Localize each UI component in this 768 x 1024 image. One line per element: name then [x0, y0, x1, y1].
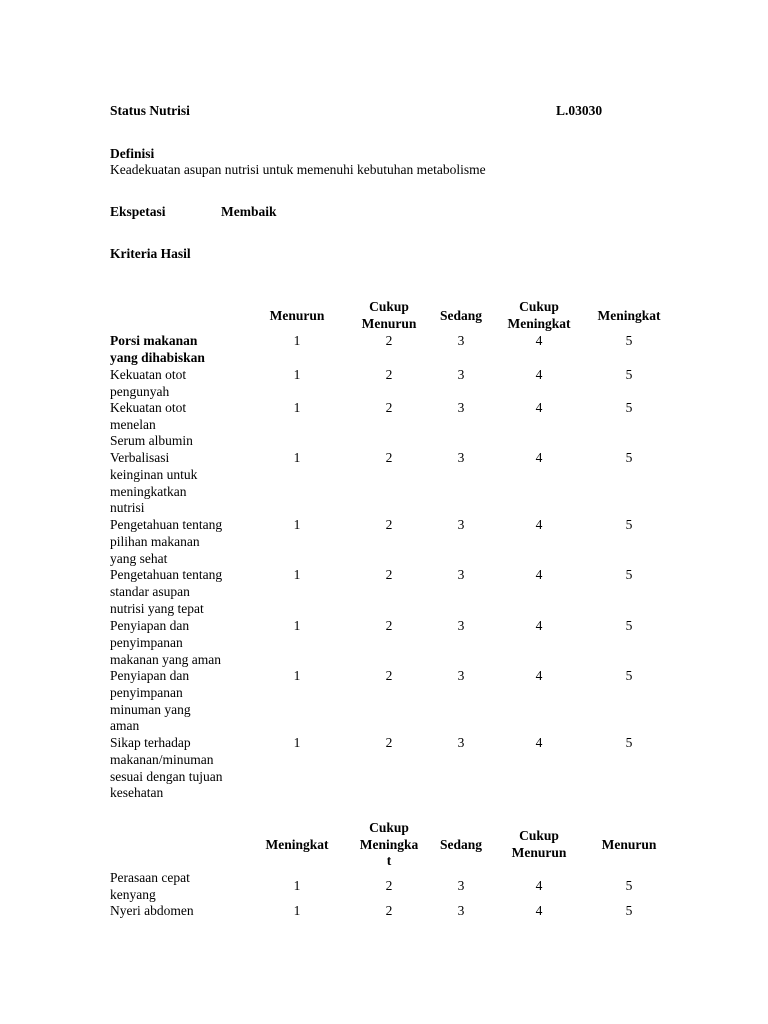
rating-value: 5: [625, 878, 633, 893]
expectation-label: Ekspetasi: [110, 204, 166, 219]
rating-value: 4: [535, 333, 543, 348]
rating-value: 4: [535, 367, 543, 382]
rating-value: 5: [625, 668, 633, 683]
rating-value: 1: [293, 517, 301, 532]
page-title: Status Nutrisi: [110, 103, 190, 118]
rating-value: 1: [293, 400, 301, 415]
rating-value: 2: [385, 878, 393, 893]
column-header: Cukup Menurun: [511, 828, 567, 860]
rating-value: 4: [535, 517, 543, 532]
row-label: Porsi makanan yang dihabiskan: [110, 333, 205, 365]
rating-value: 3: [457, 735, 465, 750]
rating-value: 1: [293, 567, 301, 582]
rating-value: 4: [535, 735, 543, 750]
row-label: Penyiapan dan penyimpanan minuman yang aman: [110, 668, 191, 734]
column-header: Meningkat: [265, 836, 329, 852]
rating-value: 5: [625, 367, 633, 382]
rating-value: 3: [457, 668, 465, 683]
column-header: Cukup Meningkat: [507, 299, 571, 331]
rating-value: 3: [457, 567, 465, 582]
rating-value: 4: [535, 618, 543, 633]
rating-value: 5: [625, 903, 633, 918]
rating-value: 5: [625, 735, 633, 750]
rating-value: 3: [457, 903, 465, 918]
row-label: Perasaan cepat kenyang: [110, 870, 190, 902]
rating-value: 5: [625, 400, 633, 415]
rating-value: 2: [385, 668, 393, 683]
rating-value: 1: [293, 668, 301, 683]
rating-value: 2: [385, 903, 393, 918]
rating-value: 2: [385, 333, 393, 348]
rating-value: 3: [457, 618, 465, 633]
expectation-value: Membaik: [221, 204, 277, 219]
rating-value: 1: [293, 333, 301, 348]
rating-value: 2: [385, 517, 393, 532]
rating-value: 2: [385, 450, 393, 465]
rating-value: 5: [625, 567, 633, 582]
rating-value: 4: [535, 450, 543, 465]
column-header: Cukup Menurun: [361, 299, 417, 331]
row-label: Pengetahuan tentang pilihan makanan yang sehat: [110, 517, 223, 566]
column-header: Sedang: [439, 307, 483, 323]
column-header: Cukup Meningka t: [359, 819, 419, 869]
rating-value: 2: [385, 618, 393, 633]
row-label: Nyeri abdomen: [110, 903, 194, 918]
rating-value: 2: [385, 567, 393, 582]
row-label: Pengetahuan tentang standar asupan nutrisi yang tepat: [110, 567, 223, 616]
rating-value: 3: [457, 400, 465, 415]
rating-value: 5: [625, 333, 633, 348]
definition-heading: Definisi: [110, 146, 155, 161]
column-header: Sedang: [439, 836, 483, 852]
rating-value: 4: [535, 903, 543, 918]
rating-value: 2: [385, 400, 393, 415]
rating-value: 5: [625, 450, 633, 465]
rating-value: 4: [535, 400, 543, 415]
row-label: Kekuatan otot menelan: [110, 400, 187, 432]
rating-value: 5: [625, 517, 633, 532]
rating-value: 1: [293, 735, 301, 750]
rating-value: 3: [457, 517, 465, 532]
rating-value: 1: [293, 878, 301, 893]
column-header: Menurun: [269, 307, 325, 323]
document-code: L.03030: [556, 103, 603, 118]
row-label: Sikap terhadap makanan/minuman sesuai dengan tujuan kesehatan: [110, 735, 223, 801]
rating-value: 3: [457, 367, 465, 382]
rating-value: 1: [293, 903, 301, 918]
rating-value: 2: [385, 367, 393, 382]
outcome-heading: Kriteria Hasil: [110, 246, 191, 261]
rating-value: 3: [457, 878, 465, 893]
column-header: Meningkat: [597, 307, 661, 323]
row-label: Penyiapan dan penyimpanan makanan yang aman: [110, 618, 221, 667]
definition-text: Keadekuatan asupan nutrisi untuk memenuhi kebutuhan metabolisme: [110, 162, 486, 177]
rating-value: 5: [625, 618, 633, 633]
rating-value: 4: [535, 567, 543, 582]
row-label: Kekuatan otot pengunyah: [110, 367, 187, 399]
rating-value: 3: [457, 333, 465, 348]
rating-value: 2: [385, 735, 393, 750]
row-label: Verbalisasi keinginan untuk meningkatkan nutrisi: [110, 450, 198, 516]
rating-value: 1: [293, 450, 301, 465]
row-label: Serum albumin: [110, 433, 193, 448]
rating-value: 4: [535, 878, 543, 893]
column-header: Menurun: [601, 836, 657, 852]
rating-value: 1: [293, 618, 301, 633]
rating-value: 3: [457, 450, 465, 465]
rating-value: 1: [293, 367, 301, 382]
rating-value: 4: [535, 668, 543, 683]
